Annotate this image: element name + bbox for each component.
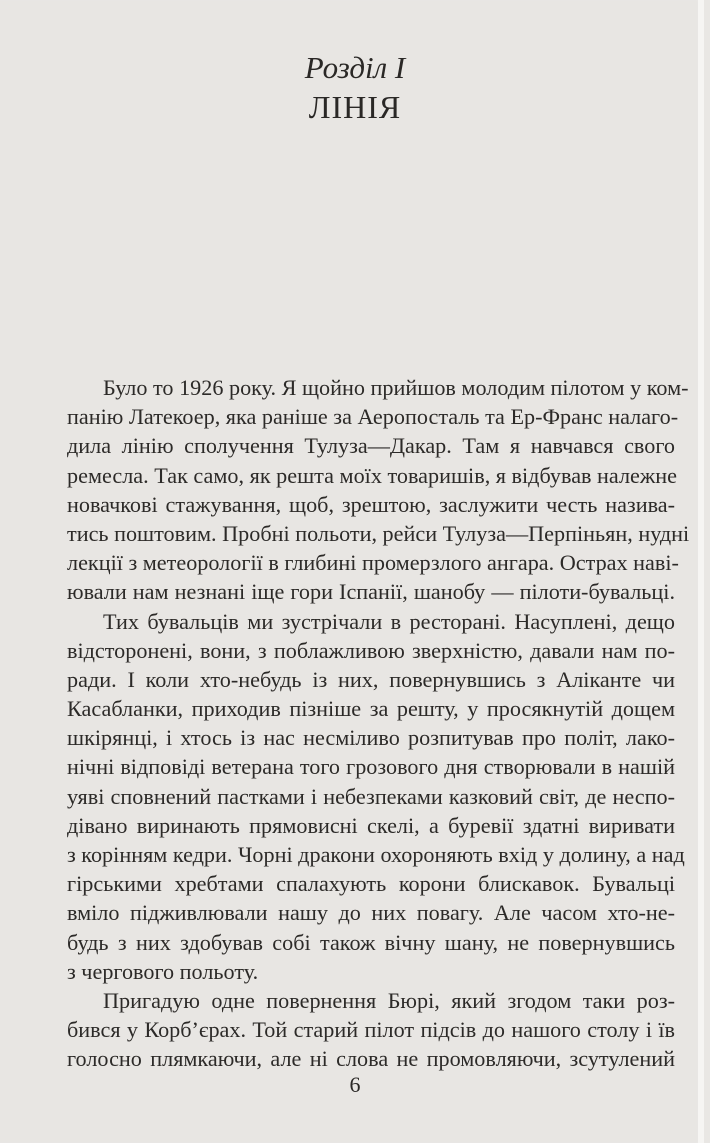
text-line: ремесла. Так само, як решта моїх товаришів, я відбував належне	[67, 462, 677, 488]
text-line: дила лінію сполучення Тулуза—Дакар. Там я навчався свого	[67, 433, 675, 459]
text-line: голосно плямкаючи, але ні слова не промовляючи, зсутулений	[67, 1046, 675, 1072]
text-line: Пригадую одне повернення Бюрі, який згодом таки роз-	[103, 987, 675, 1013]
text-line: бився у Корб’єрах. Той старий пілот підсів до нашого столу і їв	[67, 1017, 675, 1043]
page-edge	[698, 0, 704, 1143]
text-line: нічні відповіді ветерана того грозового дня створювали в нашій	[67, 754, 675, 780]
text-line: дівано виринають прямовисні скелі, а буревії здатні виривати	[67, 812, 675, 838]
chapter-title: ЛІНІЯ	[308, 89, 402, 125]
text-line: вміло підживлювали нашу до них повагу. Але часом хто-не-	[67, 900, 675, 926]
page-number: 6	[349, 1072, 361, 1097]
text-line: ради. І коли хто-небудь із них, повернувшись з Аліканте чи	[67, 666, 675, 692]
text-line: Тих бувальців ми зустрічали в ресторані. Насуплені, дещо	[103, 608, 675, 634]
body-text	[67, 373, 690, 1074]
text-line: відсторонені, вони, з поблажливою зверхністю, давали нам по-	[67, 637, 675, 663]
text-line: шкірянці, і хтось із нас несміливо розпитував про політ, лако-	[67, 725, 675, 751]
text-line: з чергового польоту.	[67, 958, 259, 984]
text-line: гірськими хребтами спалахують корони блискавок. Бувальці	[67, 871, 675, 897]
text-line: ювали нам незнані іще гори Іспанії, шанобу — пілоти-бувальці.	[67, 579, 675, 605]
text-line: новачкові стажування, щоб, зрештою, заслужити честь назива-	[67, 491, 675, 517]
text-line: уяві сповнений пастками і небезпеками казковий світ, де неспо-	[67, 783, 675, 809]
text-line: Касабланки, приходив пізніше за решту, у просякнутій дощем	[67, 696, 675, 722]
text-line: з корінням кедри. Чорні дракони охороняють вхід у долину, а над	[67, 842, 685, 867]
paragraph-3	[67, 986, 675, 1074]
paragraph-1	[67, 373, 690, 607]
text-line: лекції з метеорології в глибині промерзлого ангара. Острах наві-	[67, 550, 679, 576]
text-line: тись поштовим. Пробні польоти, рейси Тулуза—Перпіньян, нудні	[67, 520, 690, 546]
paragraph-2	[67, 607, 685, 986]
text-line: панію Латекоер, яка раніше за Аеропосталь та Ер-Франс налаго-	[67, 404, 679, 430]
text-line: Було то 1926 року. Я щойно прийшов молодим пілотом у ком-	[103, 375, 689, 400]
chapter-label: Розділ I	[304, 50, 406, 85]
text-line: будь з них здобував собі також вічну шану, не повернувшись	[67, 929, 675, 955]
